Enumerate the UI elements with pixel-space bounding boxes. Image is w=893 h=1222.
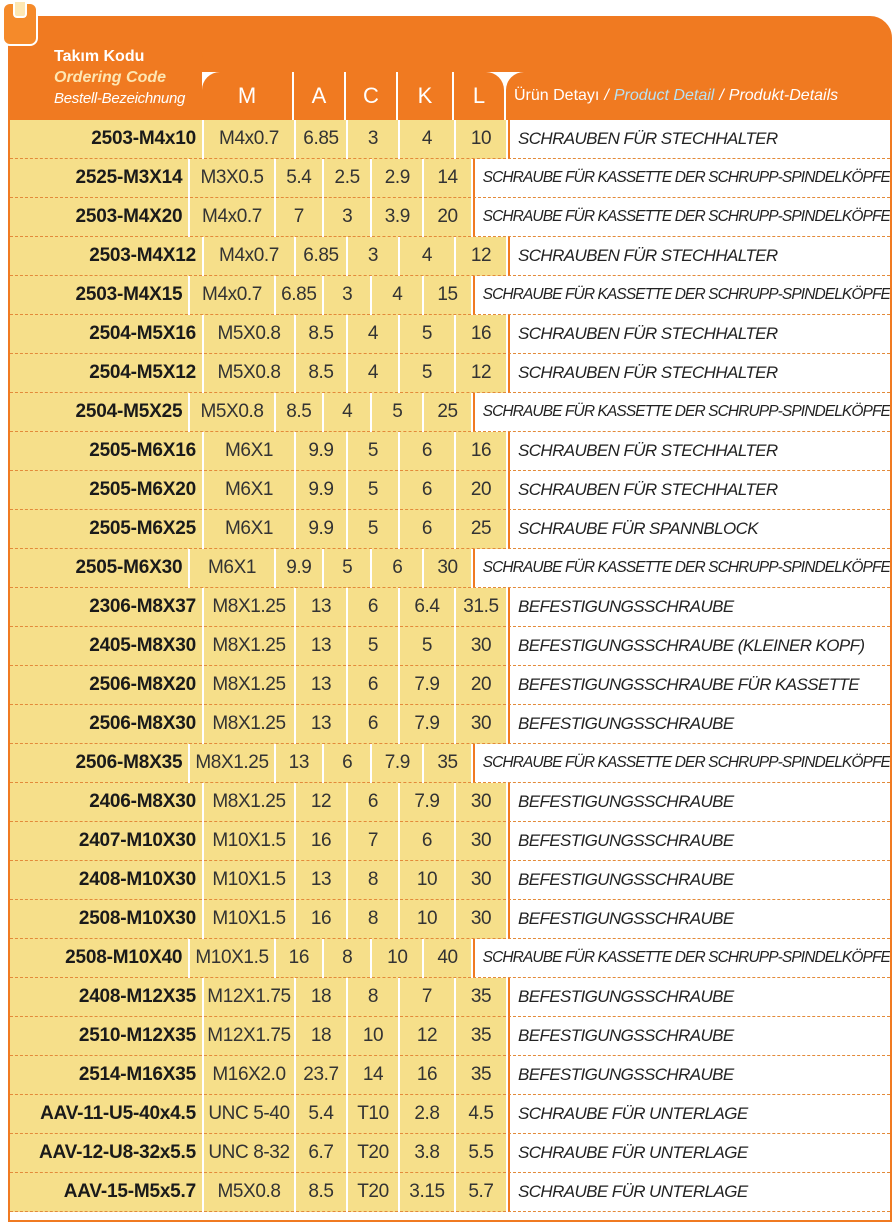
cell-l: 10: [456, 120, 506, 159]
table-row: [10, 705, 890, 744]
cell-k: 3.9: [372, 198, 422, 237]
cell-a: 13: [276, 744, 322, 783]
table-row: [10, 432, 890, 471]
cell-code: 2504-M5X16: [10, 315, 202, 354]
cell-l: 35: [456, 978, 506, 1017]
cell-detail: SCHRAUBE FÜR KASSETTE DER SCHRUPP-SPINDELKÖPFE: [473, 939, 890, 978]
table-row: [10, 978, 890, 1017]
cell-c: 3: [324, 198, 370, 237]
cell-code: 2505-M6X30: [10, 549, 188, 588]
cell-code: 2503-M4x10: [10, 120, 202, 159]
cell-k: 2.8: [400, 1095, 454, 1134]
cell-k: 5: [400, 354, 454, 393]
cell-k: 6: [400, 432, 454, 471]
cell-detail: SCHRAUBEN FÜR STECHHALTER: [508, 120, 890, 159]
cell-c: 4: [348, 354, 398, 393]
cell-code: 2508-M10X40: [10, 939, 188, 978]
table-row: [10, 1134, 890, 1173]
cell-c: T20: [348, 1173, 398, 1212]
cell-code: 2508-M10X30: [10, 900, 202, 939]
col-header-detail: [506, 72, 890, 120]
cell-m: M12X1.75: [204, 978, 294, 1017]
table-row: [10, 471, 890, 510]
cell-k: 10: [400, 900, 454, 939]
detail-separator: /: [604, 87, 609, 104]
cell-a: 16: [276, 939, 322, 978]
cell-c: 3: [348, 237, 398, 276]
cell-k: 7: [400, 978, 454, 1017]
cell-a: 23.7: [296, 1056, 346, 1095]
cell-k: 5: [400, 627, 454, 666]
cell-code: AAV-15-M5x5.7: [10, 1173, 202, 1212]
cell-c: 5: [348, 627, 398, 666]
cell-c: 6: [348, 666, 398, 705]
cell-m: M4x0.7: [204, 237, 294, 276]
table-row: [10, 666, 890, 705]
cell-l: 12: [456, 237, 506, 276]
cell-c: 7: [348, 822, 398, 861]
cell-c: 6: [348, 783, 398, 822]
cell-k: 12: [400, 1017, 454, 1056]
cell-l: 4.5: [456, 1095, 506, 1134]
table-row: [10, 549, 890, 588]
table-row: [10, 198, 890, 237]
table-row: [10, 939, 890, 978]
cell-c: 2.5: [324, 159, 370, 198]
detail-label-de: Produkt-Details: [728, 87, 839, 104]
cell-k: 6: [400, 471, 454, 510]
cell-l: 30: [456, 822, 506, 861]
cell-a: 9.9: [296, 471, 346, 510]
cell-a: 7: [276, 198, 322, 237]
cell-m: M6X1: [204, 471, 294, 510]
cell-l: 5.5: [456, 1134, 506, 1173]
cell-a: 8.5: [296, 1173, 346, 1212]
cell-code: 2506-M8X35: [10, 744, 188, 783]
col-header-k: K: [398, 72, 452, 120]
cell-code: 2503-M4X20: [10, 198, 188, 237]
table-row: [10, 822, 890, 861]
col-header-m: M: [202, 72, 292, 120]
cell-a: 5.4: [276, 159, 322, 198]
cell-k: 6: [400, 822, 454, 861]
cell-detail: BEFESTIGUNGSSCHRAUBE FÜR KASSETTE: [508, 666, 890, 705]
table-row: [10, 588, 890, 627]
cell-c: 10: [348, 1017, 398, 1056]
cell-detail: BEFESTIGUNGSSCHRAUBE: [508, 822, 890, 861]
table-body: [10, 120, 890, 1220]
detail-label-tr: Ürün Detayı: [514, 87, 600, 104]
cell-a: 16: [296, 822, 346, 861]
cell-m: M12X1.75: [204, 1017, 294, 1056]
table-row: [10, 159, 890, 198]
cell-c: 5: [324, 549, 370, 588]
cell-a: 13: [296, 861, 346, 900]
cell-code: 2506-M8X30: [10, 705, 202, 744]
cell-detail: BEFESTIGUNGSSCHRAUBE: [508, 1056, 890, 1095]
cell-l: 30: [456, 627, 506, 666]
cell-m: M10X1.5: [204, 861, 294, 900]
cell-a: 9.9: [296, 432, 346, 471]
cell-m: M4x0.7: [190, 198, 273, 237]
cell-code: 2504-M5X25: [10, 393, 188, 432]
cell-c: 6: [324, 744, 370, 783]
cell-l: 40: [424, 939, 470, 978]
cell-l: 35: [456, 1056, 506, 1095]
cell-code: AAV-11-U5-40x4.5: [10, 1095, 202, 1134]
cell-detail: SCHRAUBE FÜR SPANNBLOCK: [508, 510, 890, 549]
cell-k: 10: [400, 861, 454, 900]
cell-code: 2506-M8X20: [10, 666, 202, 705]
cell-k: 3.15: [400, 1173, 454, 1212]
cell-c: 8: [348, 978, 398, 1017]
cell-detail: SCHRAUBE FÜR KASSETTE DER SCHRUPP-SPINDELKÖPFE: [473, 744, 890, 783]
cell-c: 3: [348, 120, 398, 159]
cell-a: 13: [296, 705, 346, 744]
cell-m: M4x0.7: [190, 276, 273, 315]
cell-a: 9.9: [276, 549, 322, 588]
product-table: [8, 16, 892, 1222]
cell-k: 6.4: [400, 588, 454, 627]
table-row: [10, 276, 890, 315]
cell-l: 16: [456, 432, 506, 471]
cell-code: AAV-12-U8-32x5.5: [10, 1134, 202, 1173]
cell-detail: SCHRAUBEN FÜR STECHHALTER: [508, 237, 890, 276]
cell-a: 8.5: [296, 315, 346, 354]
cell-a: 8.5: [296, 354, 346, 393]
table-row: [10, 861, 890, 900]
table-row: [10, 510, 890, 549]
cell-m: M10X1.5: [204, 900, 294, 939]
cell-m: M8X1.25: [204, 705, 294, 744]
cell-m: M5X0.8: [190, 393, 273, 432]
cell-l: 35: [456, 1017, 506, 1056]
cell-l: 20: [456, 471, 506, 510]
col-header-l: L: [454, 72, 504, 120]
cell-a: 12: [296, 783, 346, 822]
cell-l: 20: [424, 198, 470, 237]
cell-c: 6: [348, 705, 398, 744]
cell-a: 6.7: [296, 1134, 346, 1173]
table-row: [10, 393, 890, 432]
table-row: [10, 744, 890, 783]
table-row: [10, 354, 890, 393]
cell-l: 35: [424, 744, 470, 783]
table-row: [10, 783, 890, 822]
table-row: [10, 120, 890, 159]
code-label-en: Ordering Code: [54, 69, 167, 86]
cell-k: 7.9: [400, 666, 454, 705]
cell-m: M6X1: [204, 510, 294, 549]
cell-detail: SCHRAUBE FÜR UNTERLAGE: [508, 1095, 890, 1134]
cell-k: 5: [400, 315, 454, 354]
table-row: [10, 237, 890, 276]
col-header-a: A: [294, 72, 344, 120]
cell-m: UNC 5-40: [204, 1095, 294, 1134]
cell-l: 30: [424, 549, 470, 588]
cell-m: M16X2.0: [204, 1056, 294, 1095]
table-row: [10, 1095, 890, 1134]
table-row: [10, 1056, 890, 1095]
cell-detail: SCHRAUBEN FÜR STECHHALTER: [508, 432, 890, 471]
folder-tab-icon: [2, 2, 38, 46]
header-bar: [202, 18, 890, 72]
cell-detail: SCHRAUBE FÜR UNTERLAGE: [508, 1134, 890, 1173]
cell-c: 5: [348, 510, 398, 549]
cell-l: 16: [456, 315, 506, 354]
cell-l: 20: [456, 666, 506, 705]
detail-label-en: Product Detail: [613, 87, 715, 104]
cell-c: 4: [348, 315, 398, 354]
cell-c: 6: [348, 588, 398, 627]
cell-detail: SCHRAUBE FÜR KASSETTE DER SCHRUPP-SPINDELKÖPFE: [473, 276, 890, 315]
cell-k: 6: [400, 510, 454, 549]
cell-code: 2405-M8X30: [10, 627, 202, 666]
cell-l: 30: [456, 861, 506, 900]
cell-code: 2525-M3X14: [10, 159, 188, 198]
cell-detail: SCHRAUBEN FÜR STECHHALTER: [508, 315, 890, 354]
cell-a: 6.85: [296, 237, 346, 276]
cell-a: 6.85: [276, 276, 322, 315]
cell-detail: SCHRAUBEN FÜR STECHHALTER: [508, 354, 890, 393]
cell-k: 7.9: [372, 744, 422, 783]
cell-m: M5X0.8: [204, 1173, 294, 1212]
cell-k: 4: [400, 120, 454, 159]
cell-detail: BEFESTIGUNGSSCHRAUBE: [508, 861, 890, 900]
cell-code: 2504-M5X12: [10, 354, 202, 393]
cell-code: 2505-M6X20: [10, 471, 202, 510]
cell-m: M5X0.8: [204, 354, 294, 393]
cell-detail: BEFESTIGUNGSSCHRAUBE: [508, 1017, 890, 1056]
cell-a: 5.4: [296, 1095, 346, 1134]
cell-m: M8X1.25: [204, 783, 294, 822]
cell-a: 6.85: [296, 120, 346, 159]
cell-l: 30: [456, 705, 506, 744]
cell-c: T20: [348, 1134, 398, 1173]
cell-code: 2505-M6X16: [10, 432, 202, 471]
table-row: [10, 900, 890, 939]
cell-c: 4: [324, 393, 370, 432]
cell-l: 14: [424, 159, 470, 198]
cell-detail: SCHRAUBE FÜR KASSETTE DER SCHRUPP-SPINDELKÖPFE: [473, 393, 890, 432]
cell-code: 2408-M10X30: [10, 861, 202, 900]
cell-code: 2510-M12X35: [10, 1017, 202, 1056]
cell-m: UNC 8-32: [204, 1134, 294, 1173]
cell-a: 13: [296, 627, 346, 666]
cell-k: 6: [372, 549, 422, 588]
cell-a: 13: [296, 666, 346, 705]
cell-l: 31.5: [456, 588, 506, 627]
cell-k: 10: [372, 939, 422, 978]
cell-l: 12: [456, 354, 506, 393]
cell-code: 2306-M8X37: [10, 588, 202, 627]
cell-code: 2406-M8X30: [10, 783, 202, 822]
cell-detail: SCHRAUBE FÜR KASSETTE DER SCHRUPP-SPINDELKÖPFE: [473, 198, 890, 237]
table-row: [10, 627, 890, 666]
cell-m: M6X1: [190, 549, 273, 588]
cell-detail: BEFESTIGUNGSSCHRAUBE: [508, 783, 890, 822]
table-row: [10, 1017, 890, 1056]
cell-k: 4: [400, 237, 454, 276]
cell-c: 8: [324, 939, 370, 978]
cell-m: M4x0.7: [204, 120, 294, 159]
cell-k: 2.9: [372, 159, 422, 198]
cell-k: 7.9: [400, 705, 454, 744]
cell-detail: SCHRAUBEN FÜR STECHHALTER: [508, 471, 890, 510]
cell-m: M8X1.25: [204, 588, 294, 627]
cell-detail: BEFESTIGUNGSSCHRAUBE: [508, 978, 890, 1017]
cell-k: 4: [372, 276, 422, 315]
cell-code: 2514-M16X35: [10, 1056, 202, 1095]
cell-c: 5: [348, 471, 398, 510]
col-header-c: C: [346, 72, 396, 120]
cell-c: 3: [324, 276, 370, 315]
cell-code: 2408-M12X35: [10, 978, 202, 1017]
cell-k: 16: [400, 1056, 454, 1095]
table-row: [10, 1173, 890, 1212]
cell-detail: SCHRAUBE FÜR UNTERLAGE: [508, 1173, 890, 1212]
ordering-code-header: [10, 18, 202, 120]
code-label-de: Bestell-Bezeichnung: [54, 90, 186, 107]
cell-a: 18: [296, 978, 346, 1017]
cell-l: 30: [456, 783, 506, 822]
cell-k: 5: [372, 393, 422, 432]
column-headers: [202, 72, 890, 120]
cell-l: 15: [424, 276, 470, 315]
code-label-tr: Takım Kodu: [54, 48, 145, 65]
cell-detail: BEFESTIGUNGSSCHRAUBE (KLEINER KOPF): [508, 627, 890, 666]
cell-a: 18: [296, 1017, 346, 1056]
cell-m: M8X1.25: [190, 744, 273, 783]
cell-a: 8.5: [276, 393, 322, 432]
cell-m: M10X1.5: [204, 822, 294, 861]
cell-c: 14: [348, 1056, 398, 1095]
cell-m: M5X0.8: [204, 315, 294, 354]
cell-l: 5.7: [456, 1173, 506, 1212]
cell-a: 13: [296, 588, 346, 627]
cell-l: 30: [456, 900, 506, 939]
cell-m: M6X1: [204, 432, 294, 471]
cell-code: 2503-M4X15: [10, 276, 188, 315]
cell-c: 5: [348, 432, 398, 471]
cell-m: M8X1.25: [204, 627, 294, 666]
cell-code: 2407-M10X30: [10, 822, 202, 861]
cell-detail: SCHRAUBE FÜR KASSETTE DER SCHRUPP-SPINDELKÖPFE: [473, 549, 890, 588]
cell-a: 16: [296, 900, 346, 939]
cell-m: M8X1.25: [204, 666, 294, 705]
cell-detail: BEFESTIGUNGSSCHRAUBE: [508, 588, 890, 627]
table-row: [10, 315, 890, 354]
cell-c: 8: [348, 900, 398, 939]
cell-code: 2503-M4X12: [10, 237, 202, 276]
cell-code: 2505-M6X25: [10, 510, 202, 549]
cell-k: 7.9: [400, 783, 454, 822]
cell-l: 25: [456, 510, 506, 549]
cell-detail: BEFESTIGUNGSSCHRAUBE: [508, 705, 890, 744]
cell-detail: BEFESTIGUNGSSCHRAUBE: [508, 900, 890, 939]
cell-k: 3.8: [400, 1134, 454, 1173]
cell-detail: SCHRAUBE FÜR KASSETTE DER SCHRUPP-SPINDELKÖPFE: [473, 159, 890, 198]
cell-c: T10: [348, 1095, 398, 1134]
cell-m: M3X0.5: [190, 159, 273, 198]
cell-a: 9.9: [296, 510, 346, 549]
cell-m: M10X1.5: [190, 939, 273, 978]
cell-l: 25: [424, 393, 470, 432]
cell-c: 8: [348, 861, 398, 900]
detail-separator: /: [719, 87, 724, 104]
